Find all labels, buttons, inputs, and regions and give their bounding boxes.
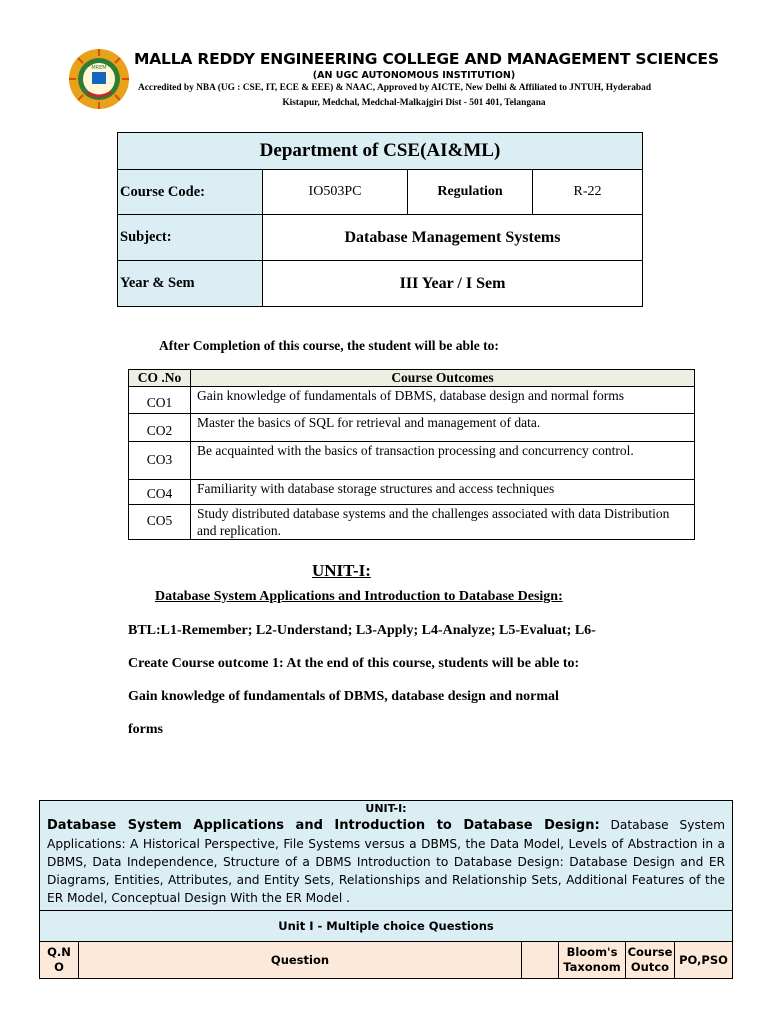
course-outcome-statement (128, 656, 579, 672)
mcq-header-row (40, 942, 733, 979)
regulation-value: R-22 (533, 170, 643, 215)
unit-title: UNIT-I: (312, 561, 371, 580)
co-text: Be acquainted with the basics of transaction processing and concurrency control. (191, 442, 695, 480)
syllabus-cell (40, 801, 733, 911)
address-line: Kistapur, Medchal, Medchal-Malkajgiri Dist - 501 401, Telangana (282, 98, 546, 108)
course-outcome-label: Create Course outcome 1 (128, 656, 279, 671)
co-text: Gain knowledge of fundamentals of DBMS, database design and normal forms (191, 387, 695, 414)
course-outcomes-table (128, 369, 695, 540)
table-row (129, 505, 695, 540)
blooms-header: Bloom's Taxonom (559, 942, 626, 979)
qno-header: Q.N O (40, 942, 79, 979)
course-code-value: IO503PC (263, 170, 408, 215)
co-number: CO2 (129, 414, 191, 442)
syllabus-heading: UNIT-I: (365, 802, 407, 815)
co-number: CO5 (129, 505, 191, 540)
regulation-label: Regulation (408, 170, 533, 215)
outcome-gain-line: Gain knowledge of fundamentals of DBMS, database design and normal (128, 689, 559, 704)
institution-type: (AN UGC AUTONOMOUS INSTITUTION) (312, 70, 516, 81)
college-logo-icon (68, 48, 130, 110)
blank-header (522, 942, 559, 979)
outcomes-intro: After Completion of this course, the student will be able to: (159, 338, 499, 353)
outcome-forms-line: forms (128, 722, 163, 737)
course-outcomes-header: Course Outcomes (191, 370, 695, 387)
co-text: Master the basics of SQL for retrieval and management of data. (191, 414, 695, 442)
college-name: MALLA REDDY ENGINEERING COLLEGE AND MANAGEMENT SCIENCES (134, 50, 719, 68)
year-sem-value: III Year / I Sem (263, 261, 643, 307)
mcq-title: Unit I - Multiple choice Questions (40, 911, 733, 942)
accreditation-line: Accredited by NBA (UG : CSE, IT, ECE & EEE) & NAAC, Approved by AICTE, New Delhi & Affiliated to JNTUH, Hyderabad (138, 83, 652, 93)
course-info-table (117, 132, 643, 307)
question-header: Question (79, 942, 522, 979)
department-title: Department of CSE(AI&ML) (118, 133, 643, 170)
course-outcome-header: Course Outco (626, 942, 675, 979)
table-row (129, 387, 695, 414)
syllabus-body: Database System Applications: A Historical Perspective, File Systems versus a DBMS, the Data Model, Levels of Abstraction in a DBMS, Data Independence, Structure of a DBMS Introduction to Database Design: Database Design and ER Diagrams, Entities, Attributes, and Entity Sets, Relationships and Relationship Sets, Additional Features of the ER Model, Conceptual Design With the ER Model . (47, 818, 725, 905)
table-row (129, 414, 695, 442)
co-text: Familiarity with database storage structures and access techniques (191, 480, 695, 505)
co-number: CO4 (129, 480, 191, 505)
subject-value: Database Management Systems (263, 215, 643, 261)
subject-label: Subject: (118, 215, 263, 261)
syllabus-table (39, 800, 733, 979)
course-code-label: Course Code: (118, 170, 263, 215)
co-number: CO3 (129, 442, 191, 480)
syllabus-lead: Database System Applications and Introduction to Database Design: (47, 818, 600, 833)
table-row (129, 480, 695, 505)
po-pso-header: PO,PSO (675, 942, 733, 979)
svg-text:MREM: MREM (91, 65, 107, 71)
course-outcome-rest: : At the end of this course, students will be able to: (278, 656, 580, 671)
co-number-header: CO .No (129, 370, 191, 387)
college-header (68, 46, 719, 116)
co-number: CO1 (129, 387, 191, 414)
year-sem-label: Year & Sem (118, 261, 263, 307)
co-text: Study distributed database systems and the challenges associated with data Distribution and replication. (191, 505, 695, 540)
table-row (129, 442, 695, 480)
unit-subtitle: Database System Applications and Introduction to Database Design: (155, 589, 563, 604)
btl-levels: BTL:L1-Remember; L2-Understand; L3-Apply; L4-Analyze; L5-Evaluat; L6- (128, 623, 596, 638)
